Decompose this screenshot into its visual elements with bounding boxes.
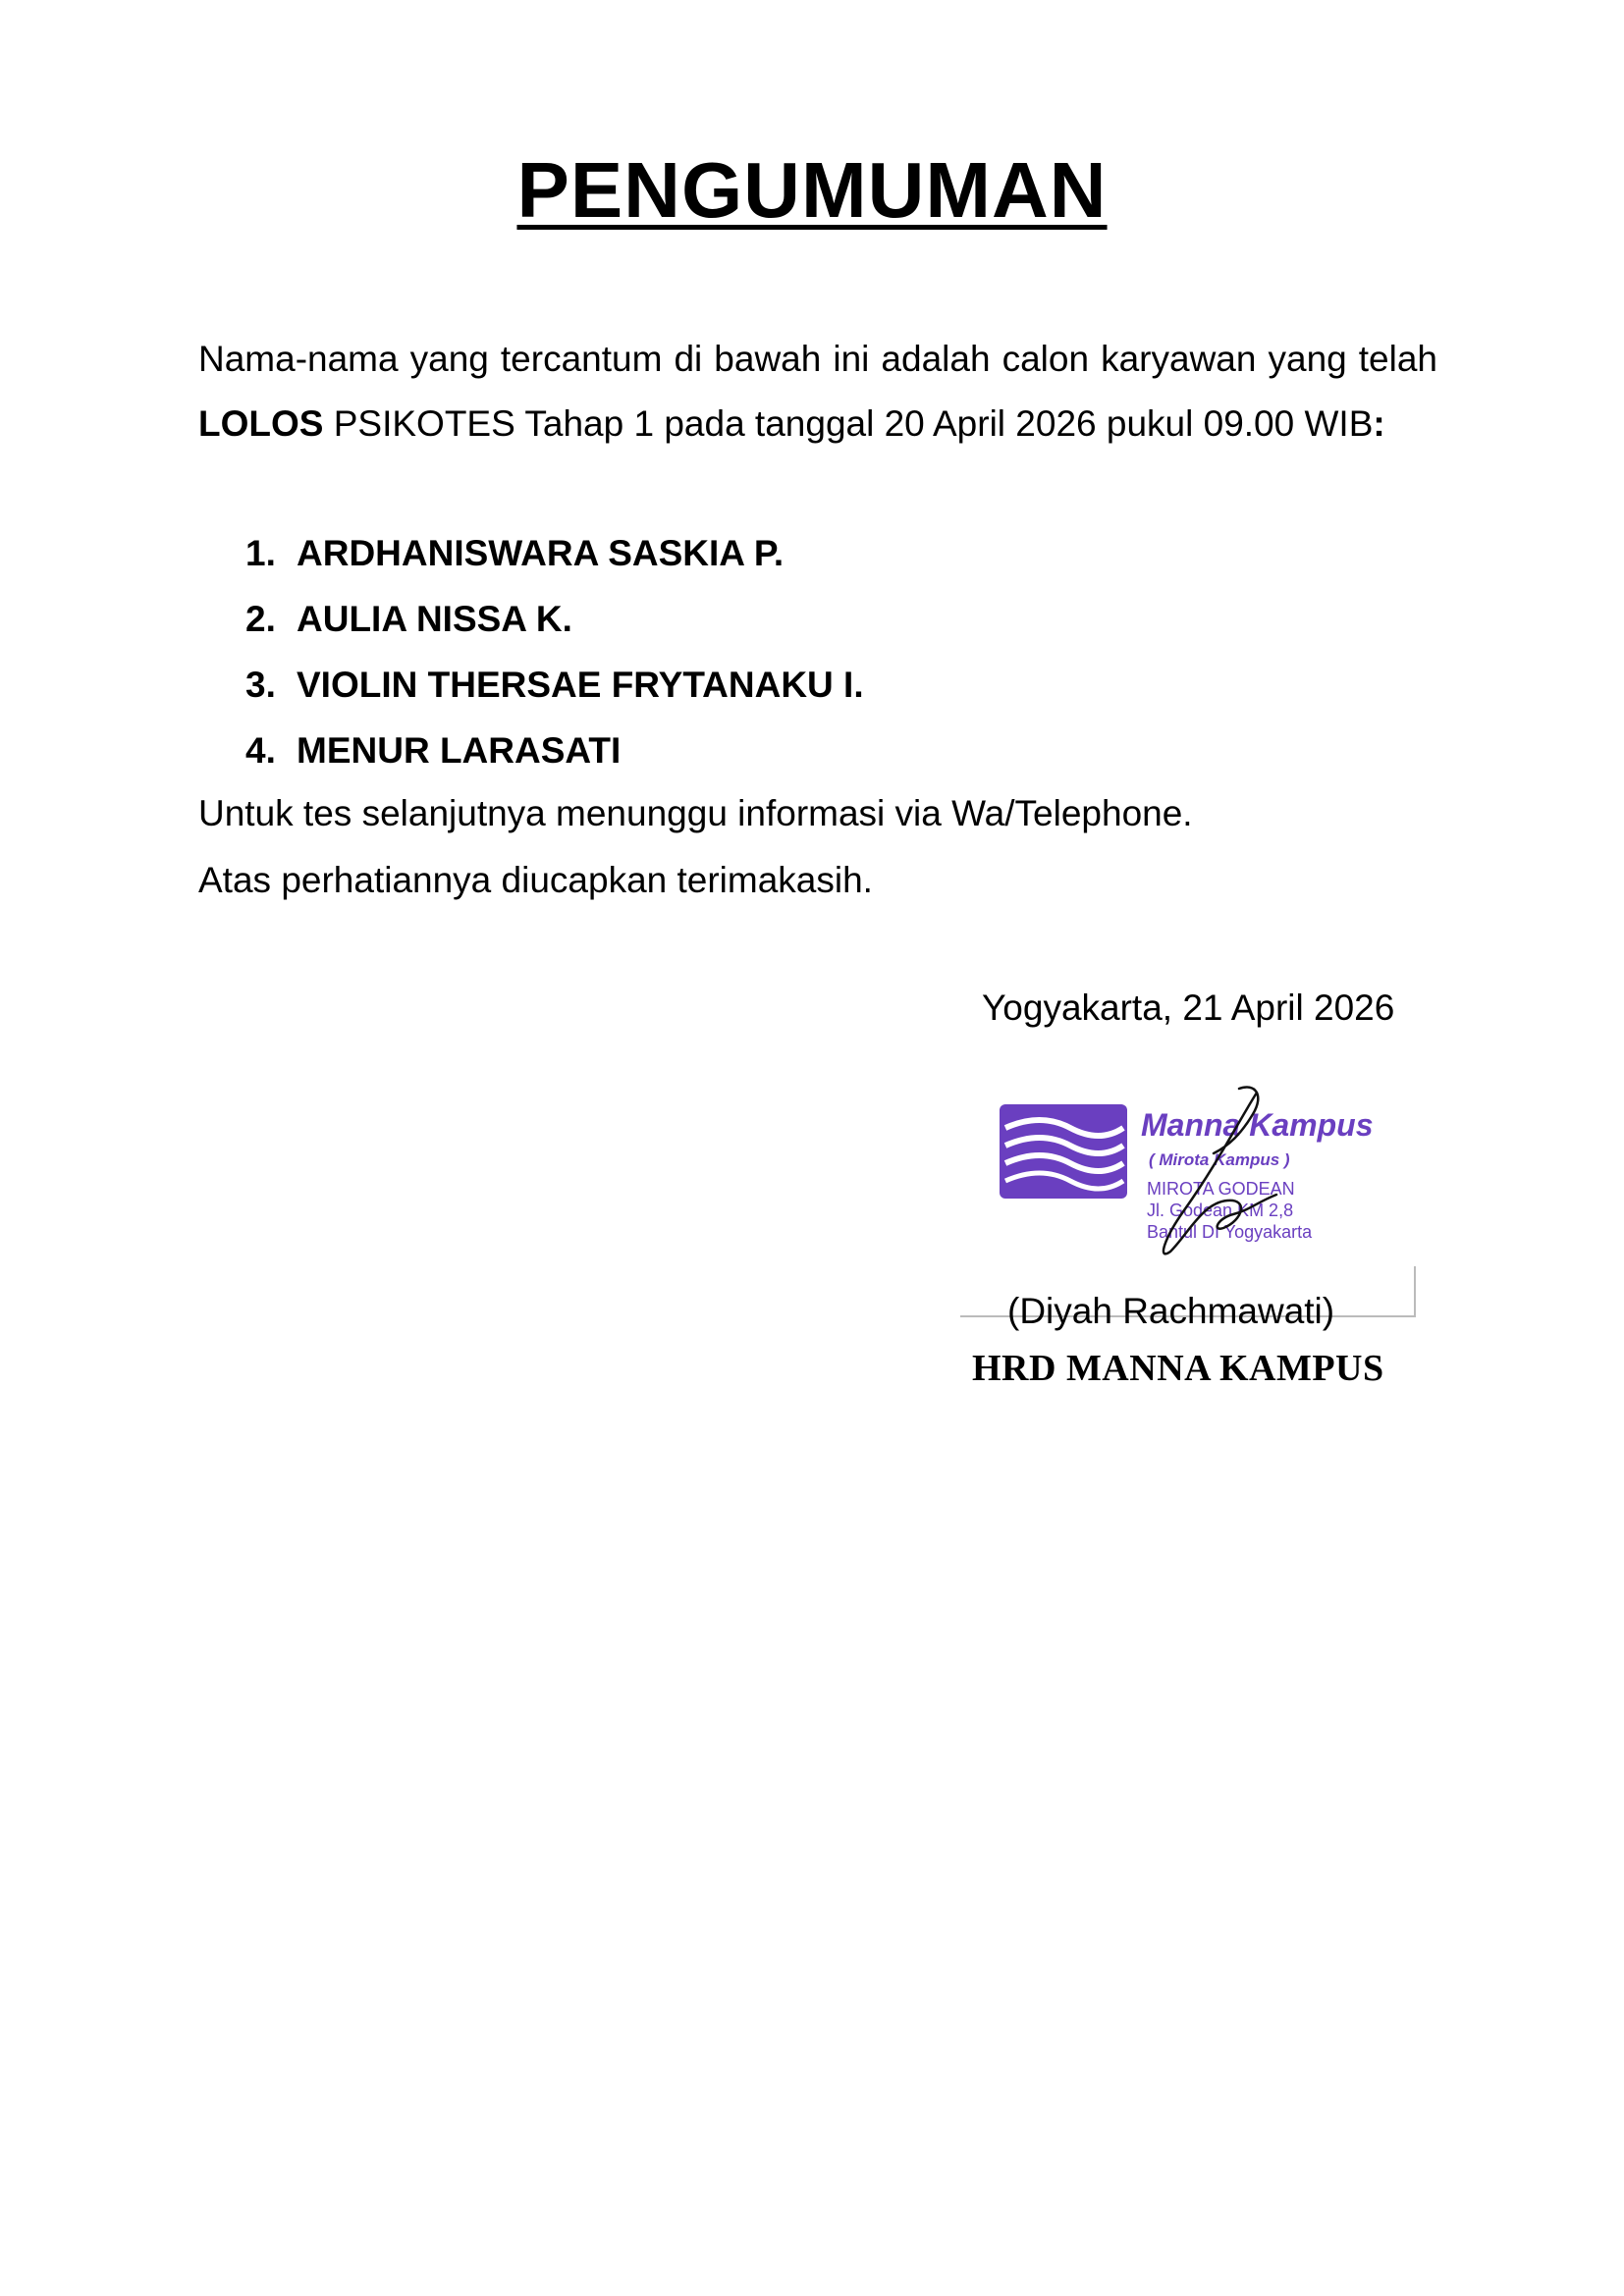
followup-text: Untuk tes selanjutnya menunggu informasi via Wa/Telephone. [198,793,1193,833]
intro-colon: : [1373,403,1385,444]
stamp-line2: Jl. Godean KM 2,8 [1147,1201,1294,1220]
list-item-name: MENUR LARASATI [297,730,622,771]
list-item-name: ARDHANISWARA SASKIA P. [297,533,785,573]
stamp-brand: Manna Kampus [1141,1107,1374,1143]
list-item-name: VIOLIN THERSAE FRYTANAKU I. [297,665,864,705]
page-title: PENGUMUMAN [516,146,1108,234]
stamp-line1: MIROTA GODEAN [1147,1179,1295,1199]
list-item-number: 1. [245,533,276,573]
intro-bold-lolos: LOLOS [198,403,324,444]
place-date: Yogyakarta, 21 April 2026 [982,988,1395,1028]
candidate-list [245,520,864,783]
list-item [245,652,864,718]
intro-text-2: PSIKOTES Tahap 1 pada tanggal 20 April 2026 pukul 09.00 WIB [323,403,1374,444]
signer-name: (Diyah Rachmawati) [1007,1291,1335,1331]
list-item-number: 2. [245,599,276,639]
stamp-sub: ( Mirota Kampus ) [1149,1150,1290,1169]
list-item-number: 3. [245,665,276,705]
intro-text-1: Nama-nama yang tercantum di bawah ini adalah calon karyawan yang telah [198,339,1437,379]
company-stamp [992,1085,1404,1281]
list-item [245,520,864,586]
thanks-text: Atas perhatiannya diucapkan terimakasih. [198,860,873,900]
stamp-line3: Bantul DI Yogyakarta [1147,1222,1313,1242]
list-item-number: 4. [245,730,276,771]
intro-paragraph [198,327,1437,456]
list-item-name: AULIA NISSA K. [297,599,572,639]
signer-role: HRD MANNA KAMPUS [972,1348,1384,1389]
stamp-logo-icon [1000,1104,1127,1199]
list-item [245,718,864,783]
list-item [245,586,864,652]
